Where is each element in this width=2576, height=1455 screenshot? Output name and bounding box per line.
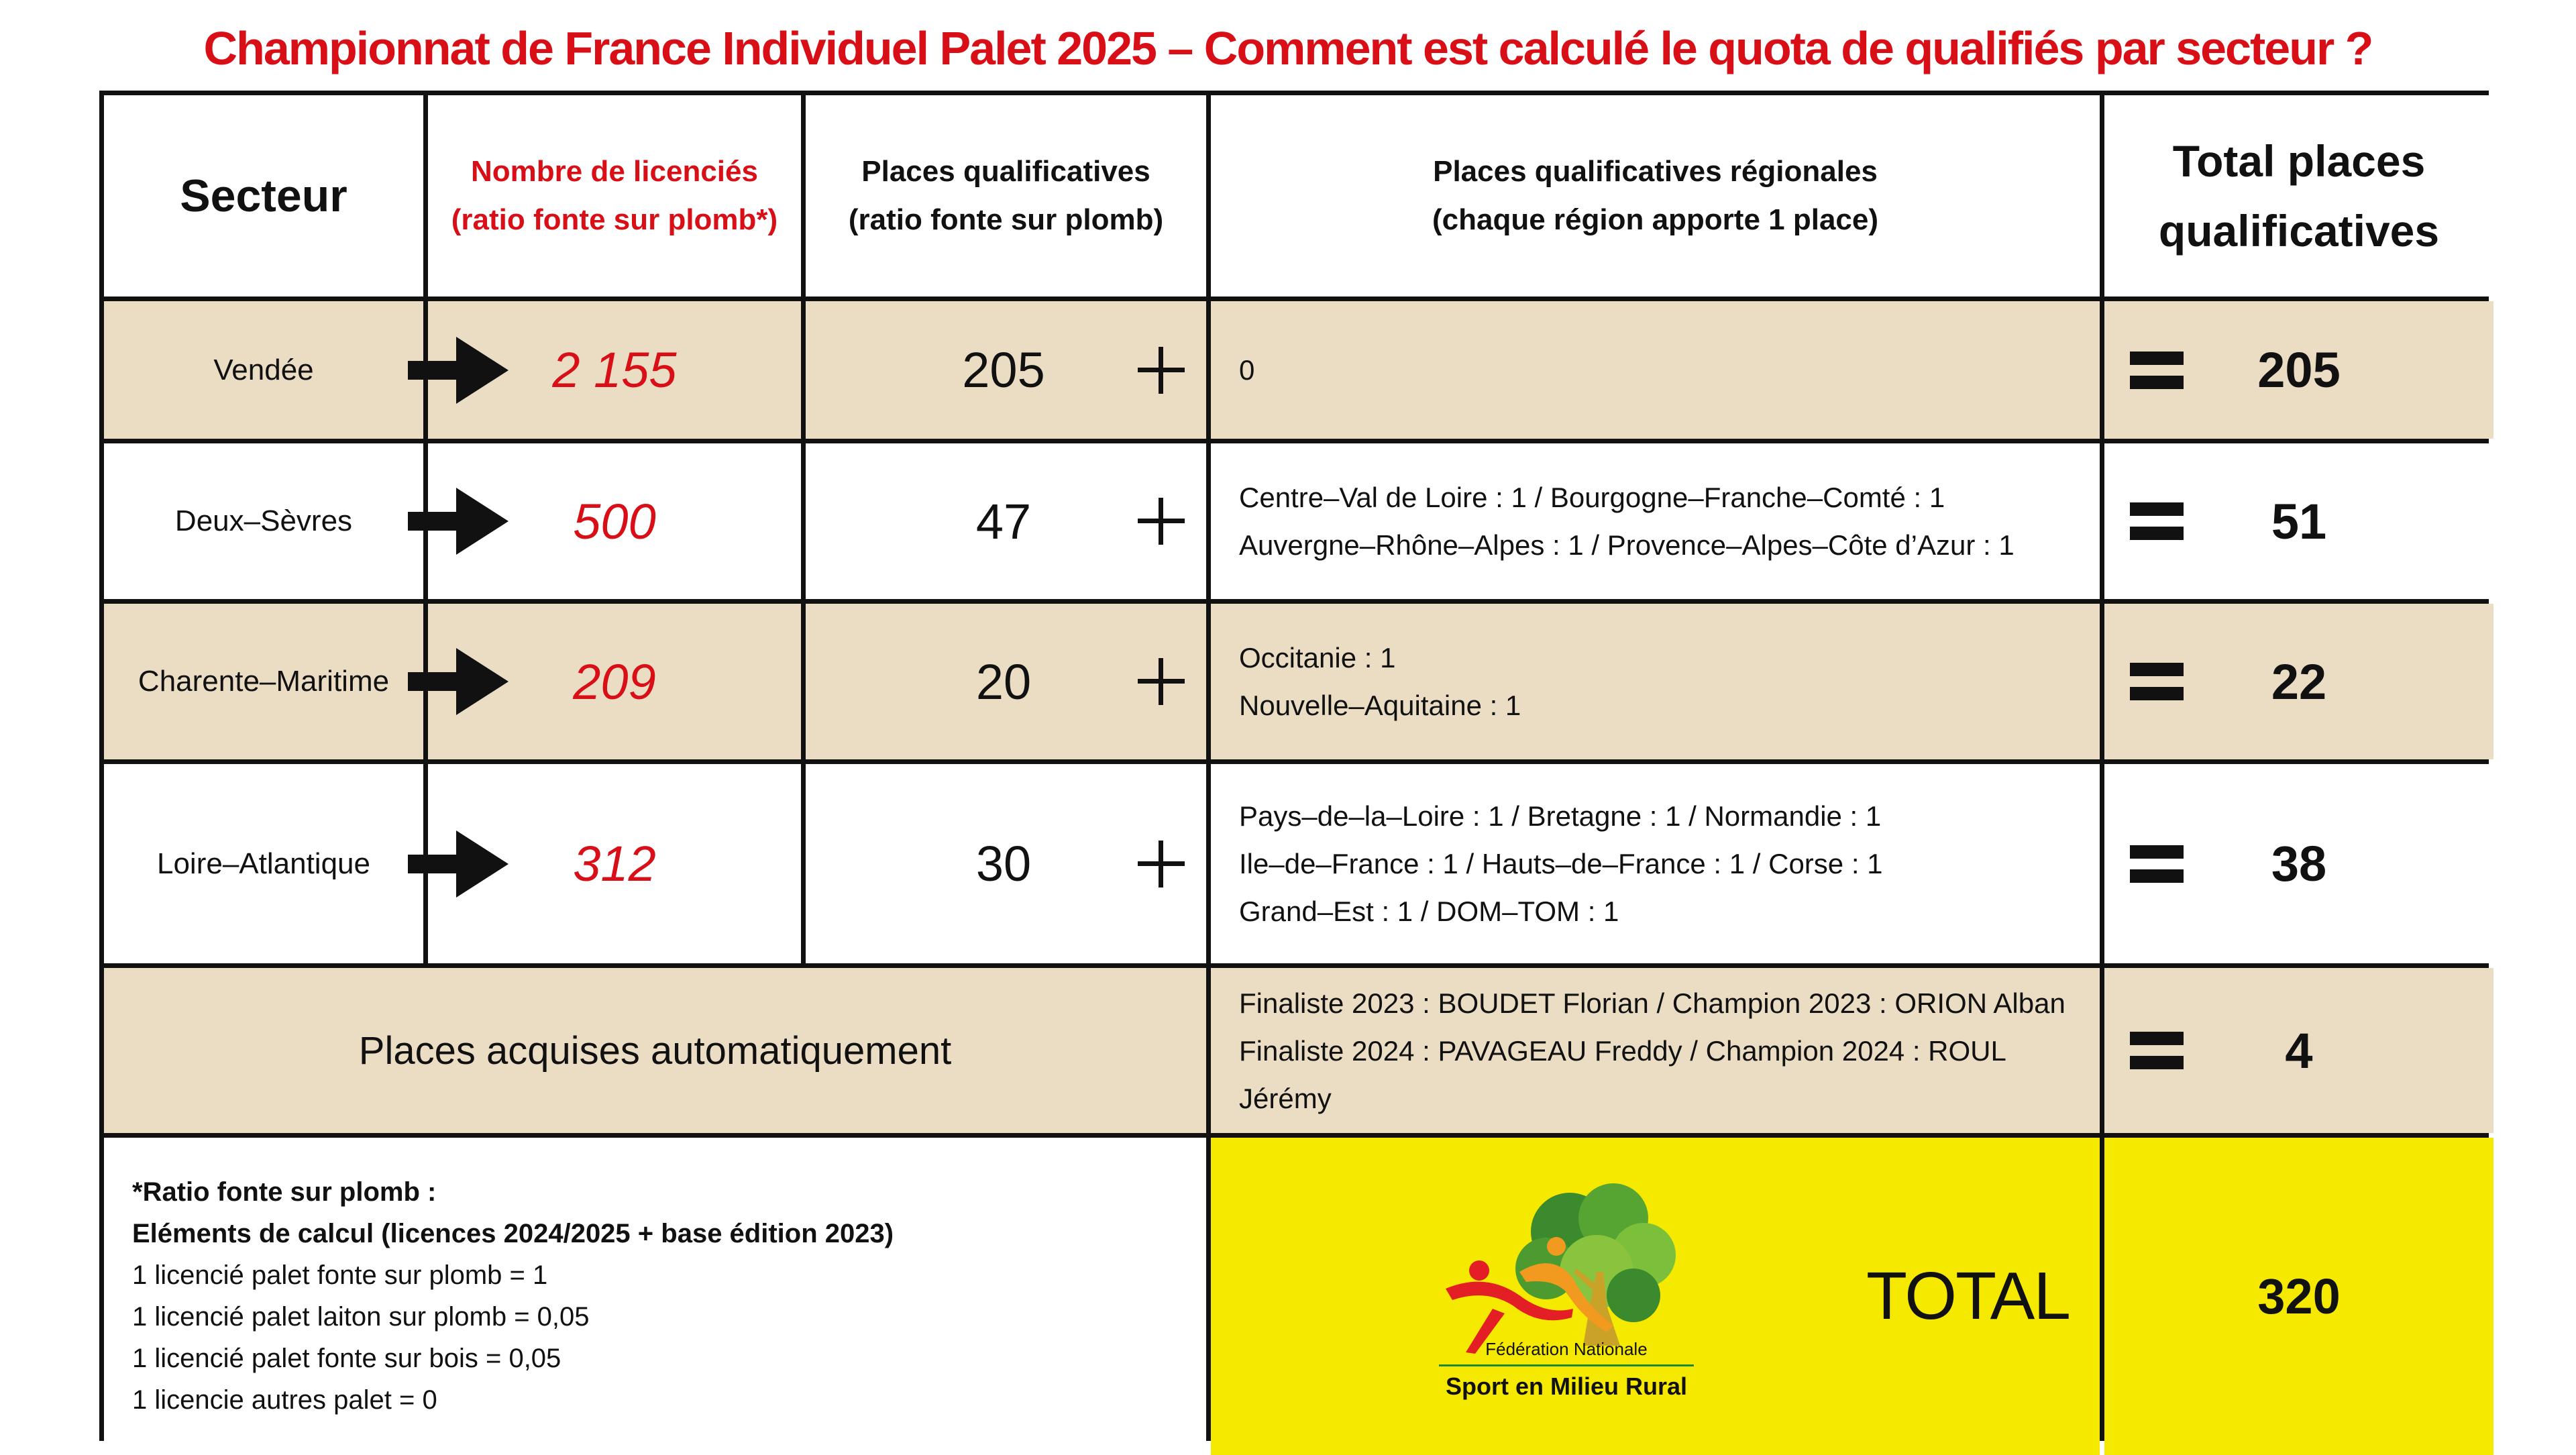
header-regionales-line1: Places qualificatives régionales — [1433, 155, 1878, 188]
grand-total-value: 320 — [2257, 1269, 2341, 1324]
secteur-name: Vendée — [213, 353, 314, 386]
grand-total-cell — [2104, 1138, 2493, 1455]
header-places-line1: Places qualificatives — [861, 155, 1150, 188]
table-row-regions — [1211, 604, 2100, 759]
header-licencies-line1: Nombre de licenciés — [471, 155, 758, 188]
page-title: Championnat de France Individuel Palet 2025 – Comment est calculé le quota de qualifiés par secteur ? — [203, 22, 2373, 74]
table-row-secteur — [104, 604, 423, 759]
arrow-right-icon — [408, 337, 508, 404]
notes-line: 1 licencié palet fonte sur plomb = 1 — [132, 1260, 548, 1290]
region-line: Grand–Est : 1 / DOM–TOM : 1 — [1239, 896, 1619, 927]
licencies-value: 500 — [573, 493, 656, 549]
region-line: Nouvelle–Aquitaine : 1 — [1239, 690, 1521, 721]
arrow-right-icon — [408, 488, 508, 555]
federation-name-line1: Fédération Nationale — [1485, 1339, 1648, 1359]
region-line: 0 — [1239, 354, 1255, 386]
table-row-places — [806, 443, 1206, 599]
notes-line: 1 licencié palet fonte sur bois = 0,05 — [132, 1344, 561, 1373]
table-row-places — [806, 764, 1206, 963]
header-licencies — [428, 95, 801, 297]
header-places — [806, 95, 1206, 297]
federation-divider — [1439, 1364, 1694, 1366]
auto-places-total — [2104, 968, 2493, 1133]
arrow-right-icon — [408, 830, 508, 898]
table-row-places — [806, 604, 1206, 759]
auto-detail-line: Finaliste 2024 : PAVAGEAU Freddy / Champion 2024 : ROUL Jérémy — [1239, 1034, 2006, 1114]
table-row-total — [2104, 301, 2493, 439]
header-places-line2: (ratio fonte sur plomb) — [848, 203, 1164, 236]
auto-places-label: Places acquises automatiquement — [358, 1028, 952, 1073]
table-row-total — [2104, 764, 2493, 963]
notes-subtitle: Eléments de calcul (licences 2024/2025 + base édition 2023) — [132, 1219, 894, 1248]
table-row-licencies — [428, 604, 801, 759]
region-line: Occitanie : 1 — [1239, 642, 1396, 673]
licencies-value: 312 — [573, 836, 656, 892]
region-line: Ile–de–France : 1 / Hauts–de–France : 1 / Corse : 1 — [1239, 848, 1883, 879]
total-label: TOTAL — [1866, 1258, 2070, 1334]
plus-icon — [1138, 347, 1185, 394]
region-line: Centre–Val de Loire : 1 / Bourgogne–Franche–Comté : 1 — [1239, 482, 1945, 513]
licencies-value: 2 155 — [552, 342, 677, 398]
auto-places-label-cell — [104, 968, 1206, 1133]
secteur-name: Charente–Maritime — [138, 665, 390, 698]
licencies-value: 209 — [573, 653, 656, 710]
table-row-secteur — [104, 301, 423, 439]
table-row-licencies — [428, 443, 801, 599]
plus-icon — [1138, 841, 1185, 887]
header-regionales-line2: (chaque région apporte 1 place) — [1432, 203, 1879, 236]
notes-title: *Ratio fonte sur plomb : — [132, 1177, 437, 1207]
table-row-total — [2104, 443, 2493, 599]
notes-line: 1 licencie autres palet = 0 — [132, 1385, 437, 1415]
quota-table — [99, 91, 2489, 1441]
header-regionales — [1211, 95, 2100, 297]
header-total-line2: qualificatives — [2158, 206, 2440, 256]
table-row-regions — [1211, 443, 2100, 599]
logo-total-cell — [1211, 1138, 2100, 1455]
arrow-right-icon — [408, 648, 508, 715]
header-total — [2104, 95, 2493, 297]
table-row-places — [806, 301, 1206, 439]
table-row-secteur — [104, 764, 423, 963]
table-row-regions — [1211, 301, 2100, 439]
secteur-name: Loire–Atlantique — [156, 847, 370, 880]
table-row-regions — [1211, 764, 2100, 963]
places-value: 30 — [975, 836, 1032, 892]
places-value: 20 — [975, 653, 1032, 710]
table-row-secteur — [104, 443, 423, 599]
header-secteur — [104, 95, 423, 297]
plus-icon — [1138, 498, 1185, 545]
places-value: 205 — [962, 342, 1045, 398]
table-row-total — [2104, 604, 2493, 759]
total-value: 22 — [2271, 653, 2327, 710]
table-row-licencies — [428, 301, 801, 439]
header-total-line1: Total places — [2172, 136, 2426, 186]
total-value: 38 — [2271, 836, 2327, 892]
region-line: Pays–de–la–Loire : 1 / Bretagne : 1 / Normandie : 1 — [1239, 800, 1882, 832]
header-secteur-label: Secteur — [180, 170, 347, 221]
header-licencies-line2: (ratio fonte sur plomb*) — [451, 203, 778, 236]
plus-icon — [1138, 658, 1185, 705]
federation-name-line2: Sport en Milieu Rural — [1445, 1372, 1688, 1400]
places-value: 47 — [975, 493, 1032, 549]
secteur-name: Deux–Sèvres — [174, 504, 353, 537]
table-row-licencies — [428, 764, 801, 963]
region-line: Auvergne–Rhône–Alpes : 1 / Provence–Alpes–Côte d’Azur : 1 — [1239, 529, 2015, 561]
notes-line: 1 licencié palet laiton sur plomb = 0,05 — [132, 1302, 590, 1332]
total-value: 51 — [2271, 493, 2327, 549]
notes-cell — [104, 1138, 1206, 1455]
auto-detail-line: Finaliste 2023 : BOUDET Florian / Champion 2023 : ORION Alban — [1239, 987, 2065, 1019]
auto-places-details — [1211, 968, 2100, 1133]
total-value: 205 — [2257, 342, 2341, 398]
total-value: 4 — [2285, 1022, 2313, 1079]
